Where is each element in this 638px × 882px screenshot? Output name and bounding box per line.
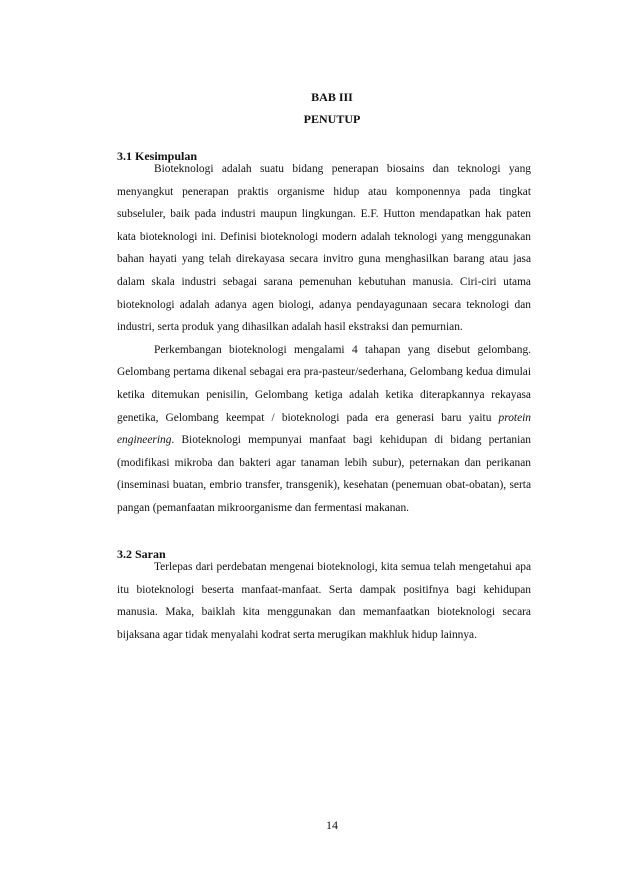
paragraph-suggestion: Terlepas dari perdebatan mengenai bioteknologi, kita semua telah mengetahui apa itu bioteknologi beserta manfaat-manfaat. Serta dampak positifnya bagi kehidupan manusia. Maka, baiklah kita menggunakan dan memanfaatkan bioteknologi secara bijaksana agar tidak menyalahi kodrat serta merugikan makhluk hidup lainnya. <box>117 561 531 641</box>
paragraph-development-text-1: Perkembangan bioteknologi mengalami 4 tahapan yang disebut gelombang. Gelombang pertama dikenal sebagai era pra-pasteur/sederhana, Gelombang kedua dimulai ketika ditemukan penisilin, Gelombang ketiga adalah ketika diterapkannya rekayasa genetika, Gelombang keempat / bioteknologi pada era generasi baru yaitu <box>117 343 531 424</box>
paragraph-definition: Bioteknologi adalah suatu bidang penerapan biosains dan teknologi yang menyangkut penerapan praktis organisme hidup atau komponennya pada tingkat subseluler, baik pada industri maupun lingkungan. E.F. Hutton mendapatkan hak paten kata bioteknologi ini. Definisi bioteknologi modern adalah teknologi yang menggunakan bahan hayati yang telah direkayasa secara invitro guna menghasilkan barang atau jasa dalam skala industri sebagai sarana pemenuhan kebutuhan manusia. Ciri-ciri utama bioteknologi adalah adanya agen biologi, adanya pendayagunaan secara teknologi dan industri, serta produk yang dihasilkan adalah hasil ekstraksi dan pemurnian. <box>117 163 531 334</box>
chapter-number: BAB III <box>311 90 353 104</box>
page-number: 14 <box>326 818 338 832</box>
section-body-saran <box>117 556 531 646</box>
section-body-kesimpulan <box>117 158 531 520</box>
section-heading-saran: 3.2 Saran <box>117 547 166 561</box>
paragraph-development-text-2: . Bioteknologi mempunyai manfaat bagi kehidupan di bidang pertanian (modifikasi mikroba dan bakteri agar tanaman lebih subur), peternakan dan perikanan (inseminasi buatan, embrio transfer, transgenik), kesehatan (penemuan obat-obatan), serta pangan (pemanfaatan mikroorganisme dan fermentasi makanan. <box>117 434 531 514</box>
italic-term: protein engineering <box>117 411 531 447</box>
paragraph-development <box>117 339 531 520</box>
section-heading-kesimpulan: 3.1 Kesimpulan <box>117 149 198 163</box>
chapter-title: PENUTUP <box>303 112 361 126</box>
